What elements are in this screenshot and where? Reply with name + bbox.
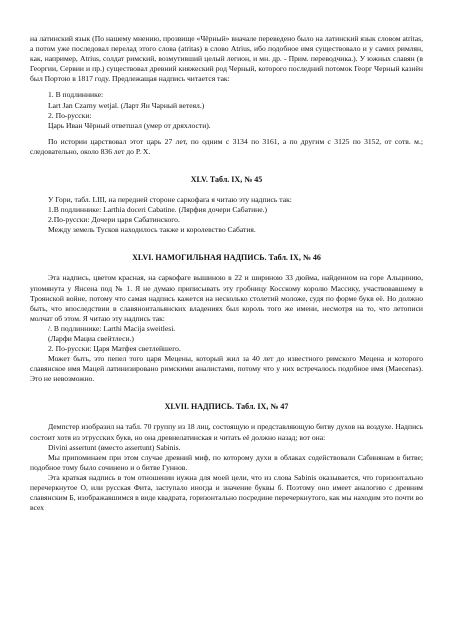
- paragraph: Мы припоминаем при этом случае древний миф, по которому духи в облаках содействовали Сабинянам в битве; подобное тому было сочинено и о битве Гуннов.: [30, 452, 423, 472]
- text-line: У Гори, табл. LIII, на передней стороне саркофага я читаю эту надпись так:: [48, 195, 292, 205]
- text-line: 2. По-русски:: [48, 110, 92, 120]
- text-line: Divini assertunt (вместо assertunt) Sabinis.: [48, 442, 181, 452]
- text-line: 2. По-русски: Царя Матфея светлейшего.: [48, 344, 181, 354]
- paragraph: Может быть, это пепел того царя Мецены, который жил за 40 лет до известного римского Мецена и которого славянское имя Мацей латинизировано римскими аналистами, потому что у них встречалось подобное имя (Maecenas). Это не невозможно.: [30, 354, 423, 384]
- text-line: Царь Иван Чёрный ответшал (умер от дряхлости).: [48, 120, 211, 130]
- section-heading: XLV. Табл. IX, № 45: [190, 175, 263, 185]
- text-line: /. В подлиннике: Larthi Macija sweitlesi.: [48, 323, 176, 333]
- paragraph: По истории царствовал этот царь 27 лет, по одним с 3134 по 3161, а по другим с 3125 по 3152, от сотв. м.; следовательно, около 836 лет до Р. Х.: [30, 136, 423, 156]
- paragraph: Эта краткая надпись в том отношении нужна для моей цели, что из слова Sabinis оказывается, что горизонтально перечеркнутое О, или русская Фита, заступало иногда и значение буквы б. Поэтому оно имеет аналогию с древним славянским Б, изображавшимся в виде квадрата, горизонтально посредине перечеркнутого, как мы находим это почти во всех: [30, 472, 423, 513]
- text-line: 1.В подлиннике: Larthia doceri Cabatine. (Лярфия дочери Сабатине.): [48, 205, 268, 215]
- section-heading: XLVI. НАМОГИЛЬНАЯ НАДПИСЬ. Табл. IX, № 46: [132, 253, 321, 263]
- text-line: 1. В подлиннике:: [48, 90, 104, 100]
- text-line: Между земель Тусков находилось также и королевство Сабатия.: [48, 225, 256, 235]
- paragraph: Демпстер изобразил на табл. 70 группу из 18 лиц, состоящую и представляющую битву духов на воздухе. Надпись состоит хотя из этрусских букв, но она древнелатинская и читать её должно назад; вот она:: [30, 422, 423, 442]
- text-line: (Ларфи Мациа свейтлеси.): [48, 333, 134, 343]
- text-line: Lart Jan Czarny wetjal. (Ларт Ян Чарный ветеял.): [48, 100, 205, 110]
- text-line: 2.По-русски: Дочери царя Сабатинского.: [48, 215, 180, 225]
- paragraph: на латинский язык (По нашему мнению, прозвище «Чёрный» вначале переведено было на латинский язык словом atritas, а потом уже последовал перелад этого слова (atritas) в слово Atrius, ибо подобное имя существовало и у самих римлян, как, например, Atrius, солдат римский, возмутивший целый легион, и мн. др. - Прим. переводчика.). У южных славян (в Георгии, Сервии и пр.) существовал древний княжеский род Черный, которого последний потомок Георг Черный казнён был Портою в 1817 году. Предлежащая надпись читается так:: [30, 34, 423, 84]
- document-page: [30, 34, 423, 513]
- paragraph: Эта надпись, цветом красная, на саркофаге вышиною в 22 и шириною 33 дюйма, найденном на горе Альцинию, упомянута у Янсена под № 1. Я не думаю приписывать эту гробницу Косскому королю Массику, участвовавшему в Троянской войне, потому что самая надпись кажется на несколько столетий моложе, судя по форме букв её. Но должно быть, что впоследствии в славяноитальянских владениях был король того же имени, несмотря на то, что летописи молчат об этом. Я читаю эту надпись так:: [30, 273, 423, 323]
- section-heading: XLVII. НАДПИСЬ. Табл. IX, № 47: [164, 402, 289, 412]
